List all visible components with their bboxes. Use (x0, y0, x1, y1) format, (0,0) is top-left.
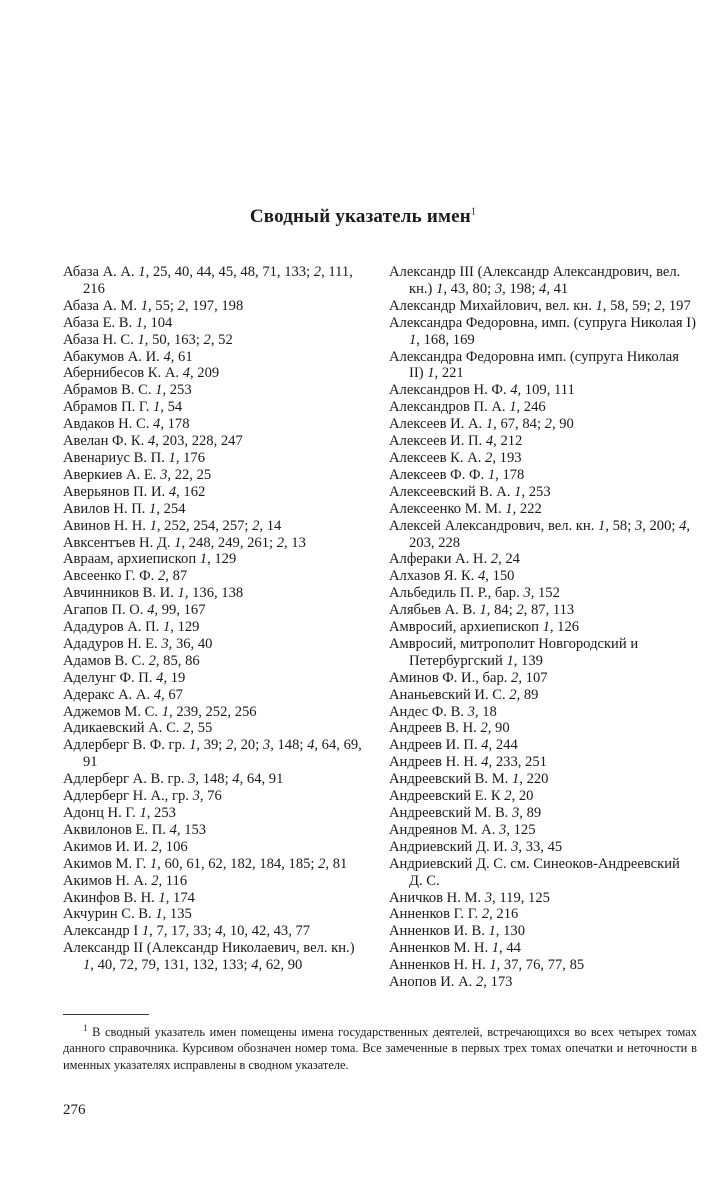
index-entry: Акимов Н. А. 2, 116 (63, 872, 188, 889)
index-entry: Амвросий, митрополит Новгородский и Петербургский 1, 139 (389, 635, 639, 669)
index-entry: Алексеев Ф. Ф. 1, 178 (389, 466, 525, 483)
index-entry: Адлерберг Н. А., гр. 3, 76 (63, 788, 222, 805)
page-title (0, 206, 726, 228)
index-entry: Адамов В. С. 2, 85, 86 (63, 652, 200, 669)
index-column-left (63, 264, 365, 974)
index-entry: Авелан Ф. К. 4, 203, 228, 247 (63, 433, 243, 450)
index-entry: Анопов И. А. 2, 173 (389, 974, 513, 991)
index-entry: Андриевский Д. И. 3, 33, 45 (389, 838, 563, 855)
index-entry: Андреев Н. Н. 4, 233, 251 (389, 754, 547, 771)
footnote-text: В сводный указатель имен помещены имена государственных деятелей, встречающихся во всех четырех томах данного справочника. Курсивом обозначен номер тома. Все замеченные в первых трех томах опечатки и неточности в именных указателях исправлены в сводном указателе. (63, 1025, 697, 1072)
index-entry: Анненков М. Н. 1, 44 (389, 940, 521, 957)
index-entry: Аквилонов Е. П. 4, 153 (63, 821, 207, 838)
index-entry: Абрамов В. С. 1, 253 (63, 382, 192, 399)
index-entry: Аверкиев А. Е. 3, 22, 25 (63, 466, 212, 483)
index-entry: Алексеев И. П. 4, 212 (389, 433, 523, 450)
index-entry: Адеракс А. А. 4, 67 (63, 686, 183, 703)
index-entry: Адлерберг В. Ф. гр. 1, 39; 2, 20; 3, 148; 4, 64, 69, 91 (63, 737, 362, 771)
index-entry: Андреевский Е. К 2, 20 (389, 788, 534, 805)
index-entry: Андреевский В. М. 1, 220 (389, 771, 549, 788)
index-entry: Анненков Н. Н. 1, 37, 76, 77, 85 (389, 957, 585, 974)
page-number: 276 (63, 1102, 86, 1118)
index-entry: Александр II (Александр Николаевич, вел. кн.) 1, 40, 72, 79, 131, 132, 133; 4, 62, 90 (63, 940, 355, 974)
index-entry: Александр Михайлович, вел. кн. 1, 58, 59; 2, 197 (389, 297, 691, 314)
index-entry: Алексеенко М. М. 1, 222 (389, 500, 542, 517)
index-entry: Ананьевский И. С. 2, 89 (389, 686, 539, 703)
footnote (63, 1020, 697, 1073)
index-entry: Аделунг Ф. П. 4, 19 (63, 669, 186, 686)
index-entry: Акчурин С. В. 1, 135 (63, 906, 192, 923)
index-entry: Аничков Н. М. 3, 119, 125 (389, 889, 550, 906)
index-entry: Андриевский Д. С. см. Синеоков-Андреевский Д. С. (389, 855, 680, 889)
index-entry: Ададуров А. П. 1, 129 (63, 619, 200, 636)
index-entry: Адлерберг А. В. гр. 3, 148; 4, 64, 91 (63, 771, 284, 788)
index-entry: Алексеевский В. А. 1, 253 (389, 483, 551, 500)
index-entry: Александр I 1, 7, 17, 33; 4, 10, 42, 43, 77 (63, 923, 311, 940)
index-entry: Александра Федоровна, имп. (супруга Николая I) 1, 168, 169 (389, 314, 696, 348)
index-entry: Абаза А. А. 1, 25, 40, 44, 45, 48, 71, 133; 2, 111, 216 (63, 264, 353, 297)
index-entry: Андреев И. П. 4, 244 (389, 737, 518, 754)
index-entry: Алфераки А. Н. 2, 24 (389, 551, 520, 568)
index-entry: Алхазов Я. К. 4, 150 (389, 568, 515, 585)
index-entry: Анненков Г. Г. 2, 216 (389, 906, 519, 923)
index-entry: Алексей Александрович, вел. кн. 1, 58; 3, 200; 4, 203, 228 (389, 517, 691, 551)
index-entry: Александров Н. Ф. 4, 109, 111 (389, 382, 575, 399)
index-entry: Акимов И. И. 2, 106 (63, 838, 188, 855)
index-entry: Амвросий, архиепископ 1, 126 (389, 619, 580, 636)
index-entry: Авилов Н. П. 1, 254 (63, 500, 186, 517)
index-entry: Андреевский М. В. 3, 89 (389, 805, 542, 821)
index-entry: Акимов М. Г. 1, 60, 61, 62, 182, 184, 185; 2, 81 (63, 855, 348, 872)
index-entry: Авсеенко Г. Ф. 2, 87 (63, 568, 188, 585)
footnote-mark: 1 (83, 1023, 88, 1033)
index-entry: Аминов Ф. И., бар. 2, 107 (389, 669, 548, 686)
footnote-divider (63, 1014, 149, 1015)
index-entry: Аджемов М. С. 1, 239, 252, 256 (63, 703, 257, 720)
index-entry: Александр III (Александр Александрович, вел. кн.) 1, 43, 80; 3, 198; 4, 41 (389, 264, 681, 297)
index-entry: Абрамов П. Г. 1, 54 (63, 399, 183, 416)
index-entry: Абаза Н. С. 1, 50, 163; 2, 52 (63, 331, 233, 348)
title-footnote-mark: 1 (470, 206, 477, 218)
index-column-right (389, 264, 696, 991)
index-entry: Алябьев А. В. 1, 84; 2, 87, 113 (389, 602, 575, 619)
index-entry: Абаза А. М. 1, 55; 2, 197, 198 (63, 297, 244, 314)
index-entry: Авдаков Н. С. 4, 178 (63, 416, 190, 433)
index-entry: Акинфов В. Н. 1, 174 (63, 889, 195, 906)
index-entry: Авксентъев Н. Д. 1, 248, 249, 261; 2, 13 (63, 534, 306, 551)
index-entry: Адикаевский А. С. 2, 55 (63, 720, 213, 737)
index-entry: Авчинников В. И. 1, 136, 138 (63, 585, 244, 602)
index-entry: Агапов П. О. 4, 99, 167 (63, 602, 206, 619)
index-entry: Адонц Н. Г. 1, 253 (63, 805, 176, 821)
index-entry: Альбедиль П. Р., бар. 3, 152 (389, 585, 560, 602)
index-entry: Анненков И. В. 1, 130 (389, 923, 525, 940)
index-entry: Ададуров Н. Е. 3, 36, 40 (63, 635, 213, 652)
index-entry: Авинов Н. Н. 1, 252, 254, 257; 2, 14 (63, 517, 282, 534)
index-entry: Абакумов А. И. 4, 61 (63, 348, 193, 365)
index-entry: Андреянов М. А. 3, 125 (389, 821, 536, 838)
index-entry: Александров П. А. 1, 246 (389, 399, 546, 416)
index-entry: Авенариус В. П. 1, 176 (63, 449, 205, 466)
index-entry: Андес Ф. В. 3, 18 (389, 703, 497, 720)
title-text: Сводный указатель имен (249, 206, 471, 227)
index-entry: Абаза Е. В. 1, 104 (63, 314, 173, 331)
index-entry: Алексеев И. А. 1, 67, 84; 2, 90 (389, 416, 574, 433)
index-entry: Алексеев К. А. 2, 193 (389, 449, 522, 466)
index-entry: Аверьянов П. И. 4, 162 (63, 483, 206, 500)
index-entry: Авраам, архиепископ 1, 129 (63, 551, 237, 568)
index-entry: Александра Федоровна имп. (супруга Николая II) 1, 221 (389, 348, 679, 382)
index-entry: Абернибесов К. А. 4, 209 (63, 365, 220, 382)
index-entry: Андреев В. Н. 2, 90 (389, 720, 510, 737)
